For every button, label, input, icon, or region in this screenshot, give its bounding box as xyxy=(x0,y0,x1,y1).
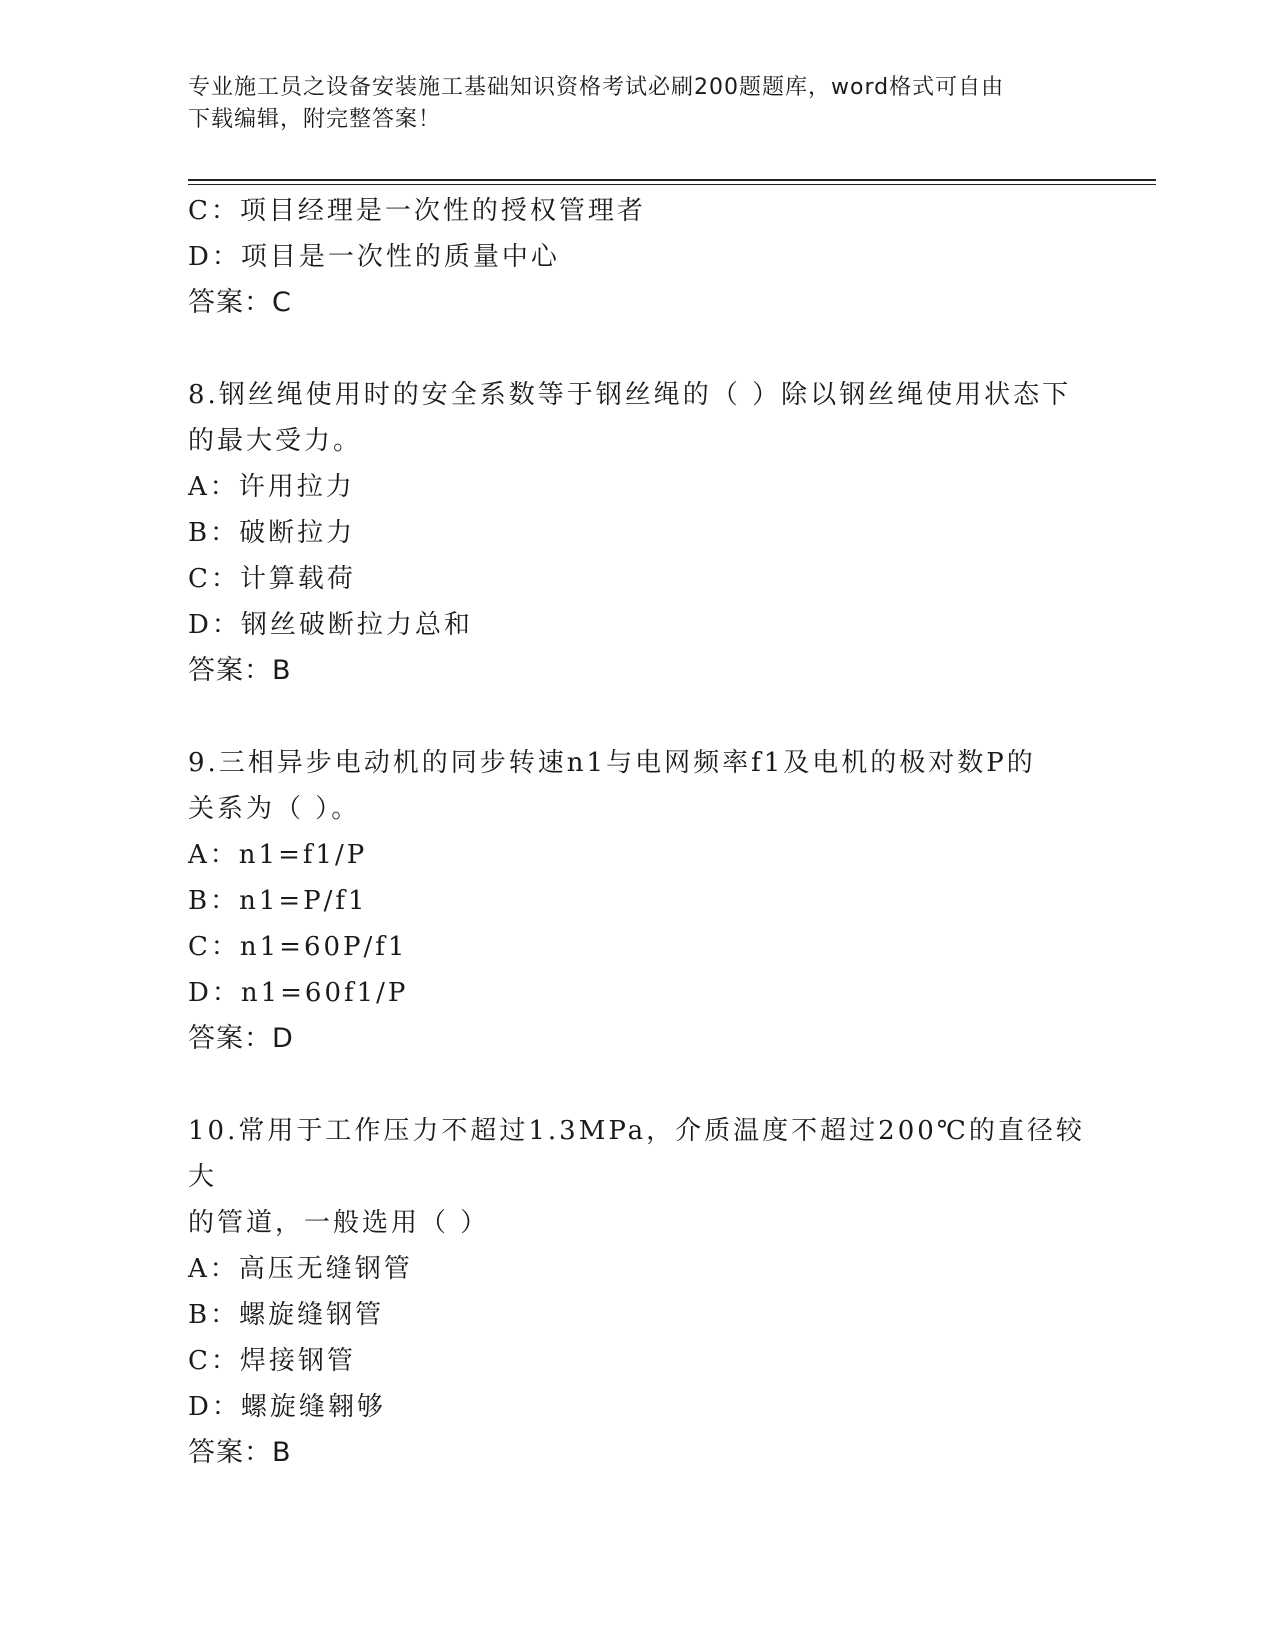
question-stem-line-2: 关系为（ ）。 xyxy=(188,794,361,824)
previous-question-tail xyxy=(188,188,1088,326)
question-list xyxy=(188,188,1088,1476)
option-d: D：钢丝破断拉力总和 xyxy=(188,610,473,640)
option-d: D：螺旋缝翱够 xyxy=(188,1392,386,1422)
document-header xyxy=(188,72,1088,136)
option-a: A：许用拉力 xyxy=(188,472,355,502)
question-stem-line-1: 8.钢丝绳使用时的安全系数等于钢丝绳的（ ）除以钢丝绳使用状态下 xyxy=(188,380,1072,410)
option-c: C：项目经理是一次性的授权管理者 xyxy=(188,196,646,226)
question-stem-line-1: 10.常用于工作压力不超过1.3MPa，介质温度不超过200℃的直径较大 xyxy=(188,1116,1085,1192)
answer-line: 答案：D xyxy=(188,1023,294,1054)
header-divider-thick xyxy=(188,179,1156,181)
option-d: D：项目是一次性的质量中心 xyxy=(188,242,560,272)
option-b: B：破断拉力 xyxy=(188,518,356,548)
option-b: B：螺旋缝钢管 xyxy=(188,1300,385,1330)
question-10 xyxy=(188,1108,1088,1476)
answer-line: 答案：B xyxy=(188,655,292,686)
header-line-2: 下载编辑，附完整答案！ xyxy=(188,107,442,132)
question-stem-line-2: 的管道，一般选用（ ） xyxy=(188,1208,490,1238)
answer-line: 答案：C xyxy=(188,287,292,318)
option-c: C：计算载荷 xyxy=(188,564,356,594)
option-b: B：n1=P/f1 xyxy=(188,886,368,916)
option-d: D：n1=60f1/P xyxy=(188,978,409,1008)
option-a: A：n1=f1/P xyxy=(188,840,368,870)
question-stem-line-2: 的最大受力。 xyxy=(188,426,363,456)
answer-line: 答案：B xyxy=(188,1437,292,1468)
header-divider-thin xyxy=(188,184,1156,185)
question-stem-line-1: 9.三相异步电动机的同步转速n1与电网频率f1及电机的极对数P的 xyxy=(188,748,1036,778)
option-c: C：n1=60P/f1 xyxy=(188,932,408,962)
question-9 xyxy=(188,740,1088,1062)
option-c: C：焊接钢管 xyxy=(188,1346,356,1376)
option-a: A：高压无缝钢管 xyxy=(188,1254,413,1284)
question-8 xyxy=(188,372,1088,694)
header-line-1: 专业施工员之设备安装施工基础知识资格考试必刷200题题库，word格式可自由 xyxy=(188,75,1005,100)
